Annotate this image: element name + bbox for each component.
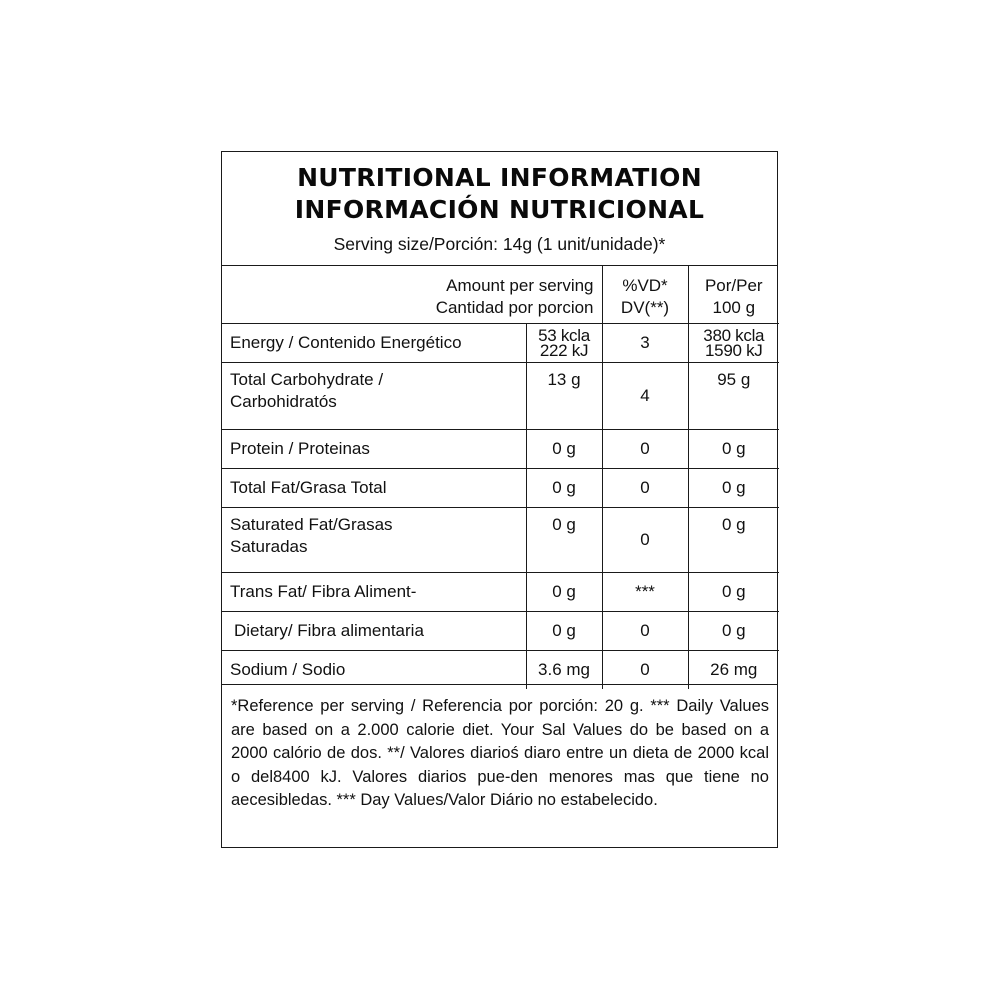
- label-header: [222, 152, 777, 266]
- per-100g-header: Por/Per 100 g: [688, 266, 779, 324]
- title-english: NUTRITIONAL INFORMATION: [297, 163, 702, 192]
- per-100g: 0 g: [688, 508, 779, 573]
- amount-per-serving: 0 g: [526, 573, 602, 612]
- per-100g: 0 g: [688, 612, 779, 651]
- nutrient-name: Protein / Proteinas: [222, 430, 526, 469]
- daily-value: 0: [602, 651, 688, 690]
- table-row: [222, 363, 779, 430]
- daily-value: 0: [602, 508, 688, 573]
- per-100g: 0 g: [688, 430, 779, 469]
- amount-per-serving-header: Amount per serving Cantidad por porcion: [435, 276, 594, 317]
- amount-per-serving: 3.6 mg: [526, 651, 602, 690]
- amount-per-serving: 0 g: [526, 612, 602, 651]
- per-100g: 0 g: [688, 469, 779, 508]
- daily-value: 0: [602, 612, 688, 651]
- table-row: [222, 324, 779, 363]
- amount-per-serving: 0 g: [526, 430, 602, 469]
- daily-value-header: %VD* DV(**): [602, 266, 688, 324]
- amount-per-serving: 0 g: [526, 469, 602, 508]
- nutrient-name: Sodium / Sodio: [222, 651, 526, 690]
- daily-value: ***: [602, 573, 688, 612]
- title-spanish: INFORMACIÓN NUTRICIONAL: [294, 195, 705, 224]
- per-100g: 95 g: [688, 363, 779, 430]
- daily-value: 3: [602, 324, 688, 363]
- serving-size: Serving size/Porción: 14g (1 unit/unidade)*: [333, 234, 666, 254]
- amount-per-serving: 0 g: [526, 508, 602, 573]
- nutrient-name: Total Fat/Grasa Total: [222, 469, 526, 508]
- amount-per-serving: 13 g: [526, 363, 602, 430]
- table-header-row: [222, 266, 779, 324]
- nutrient-name: Saturated Fat/Grasas Saturadas: [222, 508, 526, 573]
- footnote: *Reference per serving / Referencia por porción: 20 g. *** Daily Values are based on a 2.000 calorie diet. Your Sal Values do be based on a 2000 calório de dos. **/ Valores diarioś diaro entre un dieta de 2000 kcal o del8400 kJ. Valores diarios pue-den menores mas que tiene no aecesibledas. *** Day Values/Valor Diário no estabelecido.: [222, 684, 777, 849]
- nutrient-name: Total Carbohydrate / Carbohidratós: [222, 363, 526, 430]
- amount-per-serving: 53 kcla 222 kJ: [526, 324, 602, 363]
- daily-value: 0: [602, 469, 688, 508]
- per-100g: 380 kcla 1590 kJ: [688, 324, 779, 363]
- nutrient-name: Energy / Contenido Energético: [222, 324, 526, 363]
- nutrition-table: [222, 266, 779, 689]
- table-row: [222, 469, 779, 508]
- table-row: [222, 573, 779, 612]
- table-row: [222, 508, 779, 573]
- nutrient-name: Trans Fat/ Fibra Aliment-: [222, 573, 526, 612]
- nutrition-label: [221, 151, 778, 848]
- table-row: [222, 612, 779, 651]
- table-row: [222, 430, 779, 469]
- per-100g: 0 g: [688, 573, 779, 612]
- per-100g: 26 mg: [688, 651, 779, 690]
- daily-value: 4: [602, 363, 688, 430]
- daily-value: 0: [602, 430, 688, 469]
- nutrient-name: Dietary/ Fibra alimentaria: [222, 612, 526, 651]
